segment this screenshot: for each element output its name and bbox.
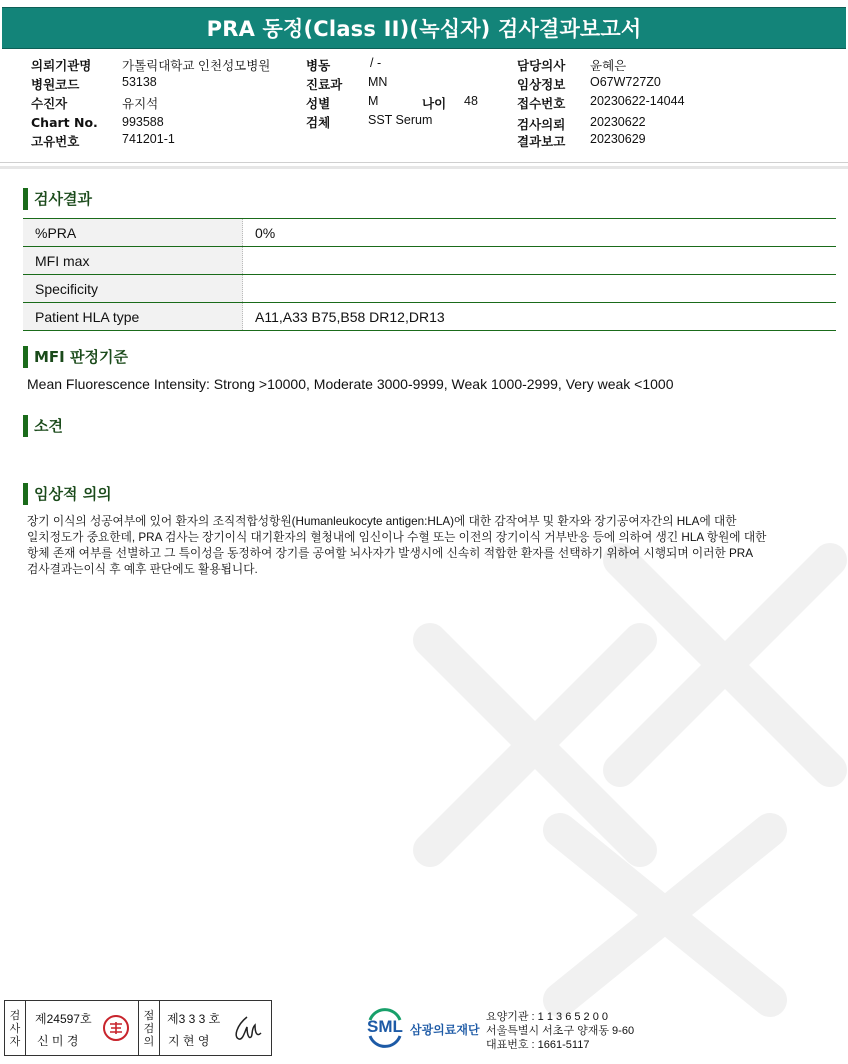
label-age: 나이	[422, 96, 447, 111]
specimen: SST Serum	[368, 113, 433, 127]
label-patient-name: 수진자	[31, 96, 68, 111]
patient-name: 유지석	[122, 97, 159, 111]
logo-name: 삼광의료재단	[410, 1023, 480, 1037]
label-specimen: 검체	[306, 115, 331, 130]
hospital-code: 53138	[122, 75, 157, 89]
accession-no: 20230622-14044	[590, 94, 685, 108]
clinical-line: 항체 존재 여부를 선별하고 그 특이성을 동정하여 장기를 공여할 뇌사자가 발생시에 신속히 적합한 환자를 선택하기 위하여 시행되며 이러한 PRA	[27, 547, 754, 560]
clinical-info: O67W727Z0	[590, 75, 661, 89]
examiner-license: 제24597호	[35, 1012, 92, 1026]
footer	[2, 1000, 846, 1058]
result-label-mfi-max: MFI max	[23, 247, 243, 275]
table-row	[23, 219, 836, 247]
chart-no: 993588	[122, 115, 164, 129]
result-label-pra: %PRA	[23, 219, 243, 247]
section-title-clinical: 임상적 의의	[23, 483, 112, 505]
result-label-hla-type: Patient HLA type	[23, 303, 243, 331]
clinical-line: 일치정도가 중요한데, PRA 검사는 장기이식 대기환자의 혈청내에 임신이나 수혈 또는 이전의 장기이식 거부반응 등에 의하여 생긴 HLA 항원에 대한	[27, 531, 767, 544]
label-report-date: 결과보고	[517, 134, 566, 149]
section-title-result: 검사결과	[23, 188, 92, 210]
logo-abbr: SML	[367, 1017, 403, 1036]
report-date: 20230629	[590, 132, 646, 146]
label-department: 진료과	[306, 77, 343, 92]
department: MN	[368, 75, 388, 89]
label-clinical-info: 임상정보	[517, 77, 566, 92]
label-request-date: 검사의뢰	[517, 117, 566, 132]
clinical-line: 검사결과는이식 후 예후 판단에도 활용됩니다.	[27, 563, 258, 576]
label-ward: 병동	[306, 58, 331, 73]
section-title-criteria: MFI 판정기준	[23, 346, 128, 368]
org-phone: 대표번호 : 1661-5117	[486, 1039, 590, 1051]
result-value-mfi-max	[243, 247, 837, 275]
reviewer-signature-icon	[229, 1011, 265, 1047]
org-address: 서울특별시 서초구 양재동 9-60	[486, 1025, 635, 1037]
reviewer-license: 제3 3 3 호	[167, 1012, 221, 1026]
reviewer-name: 지 현 영	[168, 1034, 210, 1048]
sex: M	[368, 94, 379, 108]
examiner-name: 신 미 경	[37, 1034, 79, 1048]
result-value-hla-type: A11,A33 B75,B58 DR12,DR13	[243, 303, 837, 331]
patient-info	[0, 0, 848, 160]
label-unique-id: 고유번호	[31, 134, 80, 149]
divider	[0, 162, 848, 163]
label-chart-no: Chart No.	[31, 115, 98, 130]
clinical-line: 장기 이식의 성공여부에 있어 환자의 조직적합성항원(Humanleukocyte antigen:HLA)에 대한 감작여부 및 환자와 장기공여자간의 HLA에 대한	[27, 515, 737, 528]
label-sex: 성별	[306, 96, 331, 111]
report-title: PRA 동정(Class II)(녹십자) 검사결과보고서	[2, 7, 846, 49]
label-doctor: 담당의사	[517, 58, 566, 73]
result-label-specificity: Specificity	[23, 275, 243, 303]
unique-id: 741201-1	[122, 132, 175, 146]
table-row	[23, 303, 836, 331]
signature-box	[4, 1000, 272, 1056]
result-value-pra: 0%	[243, 219, 837, 247]
request-date: 20230622	[590, 115, 646, 129]
reviewer-column-label: 점 검 의	[138, 1001, 160, 1055]
examiner-stamp-icon	[102, 1014, 130, 1042]
label-hospital-code: 병원코드	[31, 77, 80, 92]
label-requesting-institution: 의뢰기관명	[31, 58, 92, 73]
ward: / -	[370, 56, 382, 70]
criteria-text: Mean Fluorescence Intensity: Strong >10000, Moderate 3000-9999, Weak 1000-2999, Very weak <1000	[27, 376, 674, 392]
requesting-institution: 가톨릭대학교 인천성모병원	[122, 59, 271, 73]
section-title-opinion: 소견	[23, 415, 63, 437]
result-value-specificity	[243, 275, 837, 303]
clinical-text	[27, 514, 766, 578]
label-accession-no: 접수번호	[517, 96, 566, 111]
table-row	[23, 275, 836, 303]
doctor: 윤혜은	[590, 59, 627, 73]
divider	[0, 166, 848, 169]
org-institution-code: 요양기관 : 1 1 3 6 5 2 0 0	[486, 1011, 609, 1023]
examiner-column-label: 검 사 자	[5, 1001, 26, 1055]
table-row	[23, 247, 836, 275]
age: 48	[464, 94, 478, 108]
result-table	[23, 218, 836, 331]
